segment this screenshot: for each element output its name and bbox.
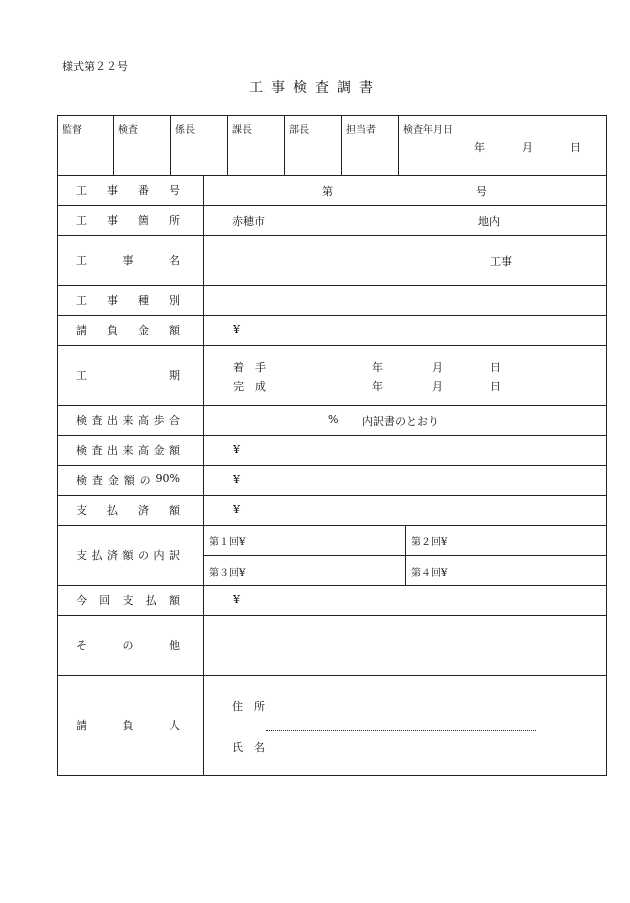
label-dekidaka-kingaku: 検 査 出 来 高 金 額 bbox=[76, 444, 180, 457]
kouki-end-label: 完 成 bbox=[233, 380, 266, 393]
kouki-end-day: 日 bbox=[490, 380, 501, 393]
kouki-start-label: 着 手 bbox=[233, 361, 266, 374]
kouji-kasho-suffix: 地内 bbox=[478, 215, 500, 228]
ukeoinin-name-label: 氏 名 bbox=[232, 741, 265, 754]
konkai-currency: ¥ bbox=[233, 593, 240, 606]
approval-header-kensa-date: 検査年月日 bbox=[403, 125, 453, 136]
label-uchiwake: 支 払 済 額 の 内 訳 bbox=[76, 549, 180, 562]
approval-header-bucho: 部長 bbox=[289, 125, 309, 136]
approval-header-tantousha: 担当者 bbox=[346, 125, 376, 136]
kouji-bangou-suffix: 号 bbox=[476, 185, 487, 198]
uchiwake-item-1: 第１回¥ bbox=[209, 537, 246, 548]
approval-header-kantoku: 監督 bbox=[62, 125, 82, 136]
kouki-start-month: 月 bbox=[432, 361, 443, 374]
approval-header-kensa: 検査 bbox=[118, 125, 138, 136]
ukeoi-kingaku-currency: ¥ bbox=[233, 323, 240, 336]
uchiwake-item-2: 第２回¥ bbox=[411, 537, 448, 548]
uchiwake-item-3: 第３回¥ bbox=[209, 568, 246, 579]
kouki-end-month: 月 bbox=[432, 380, 443, 393]
kouki-end-year: 年 bbox=[372, 380, 383, 393]
approval-header-kakaricho: 係長 bbox=[175, 125, 195, 136]
form-number: 様式第２２号 bbox=[62, 60, 128, 73]
kouji-bangou-prefix: 第 bbox=[322, 185, 333, 198]
label-kingaku-90: 検 査 金 額 の 90% bbox=[76, 472, 180, 487]
label-sonota: そ の 他 bbox=[76, 639, 180, 652]
date-year: 年 bbox=[474, 141, 485, 154]
dekidaka-note: 内訳書のとおり bbox=[362, 415, 439, 428]
ukeoinin-address-label: 住 所 bbox=[232, 700, 265, 713]
date-month: 月 bbox=[522, 141, 533, 154]
page-title: 工事検査調書 bbox=[249, 80, 381, 96]
dekidaka-percent: % bbox=[328, 413, 339, 426]
label-ukeoi-kingaku: 請 負 金 額 bbox=[76, 324, 180, 337]
kouki-start-year: 年 bbox=[372, 361, 383, 374]
shiharai-zumi-currency: ¥ bbox=[233, 503, 240, 516]
label-dekidaka-buai: 検 査 出 来 高 歩 合 bbox=[76, 414, 180, 427]
label-ukeoinin: 請 負 人 bbox=[76, 719, 180, 732]
date-day: 日 bbox=[570, 141, 581, 154]
label-kouji-mei: 工 事 名 bbox=[76, 254, 180, 267]
approval-header-kacho: 課長 bbox=[232, 125, 252, 136]
label-konkai: 今 回 支 払 額 bbox=[76, 594, 180, 607]
kingaku-90-currency: ¥ bbox=[233, 473, 240, 486]
label-kouji-kasho: 工 事 箇 所 bbox=[76, 214, 180, 227]
kouji-kasho-city: 赤穂市 bbox=[232, 215, 265, 228]
dekidaka-kingaku-currency: ¥ bbox=[233, 443, 240, 456]
label-kouji-shubetsu: 工 事 種 別 bbox=[76, 294, 180, 307]
uchiwake-item-4: 第４回¥ bbox=[411, 568, 448, 579]
kouji-mei-suffix: 工事 bbox=[490, 255, 512, 268]
kouki-start-day: 日 bbox=[490, 361, 501, 374]
label-shiharai-zumi: 支 払 済 額 bbox=[76, 504, 180, 517]
label-kouji-bangou: 工 事 番 号 bbox=[76, 184, 180, 197]
label-kouki: 工 期 bbox=[76, 369, 180, 382]
address-dotted-line bbox=[266, 730, 536, 731]
